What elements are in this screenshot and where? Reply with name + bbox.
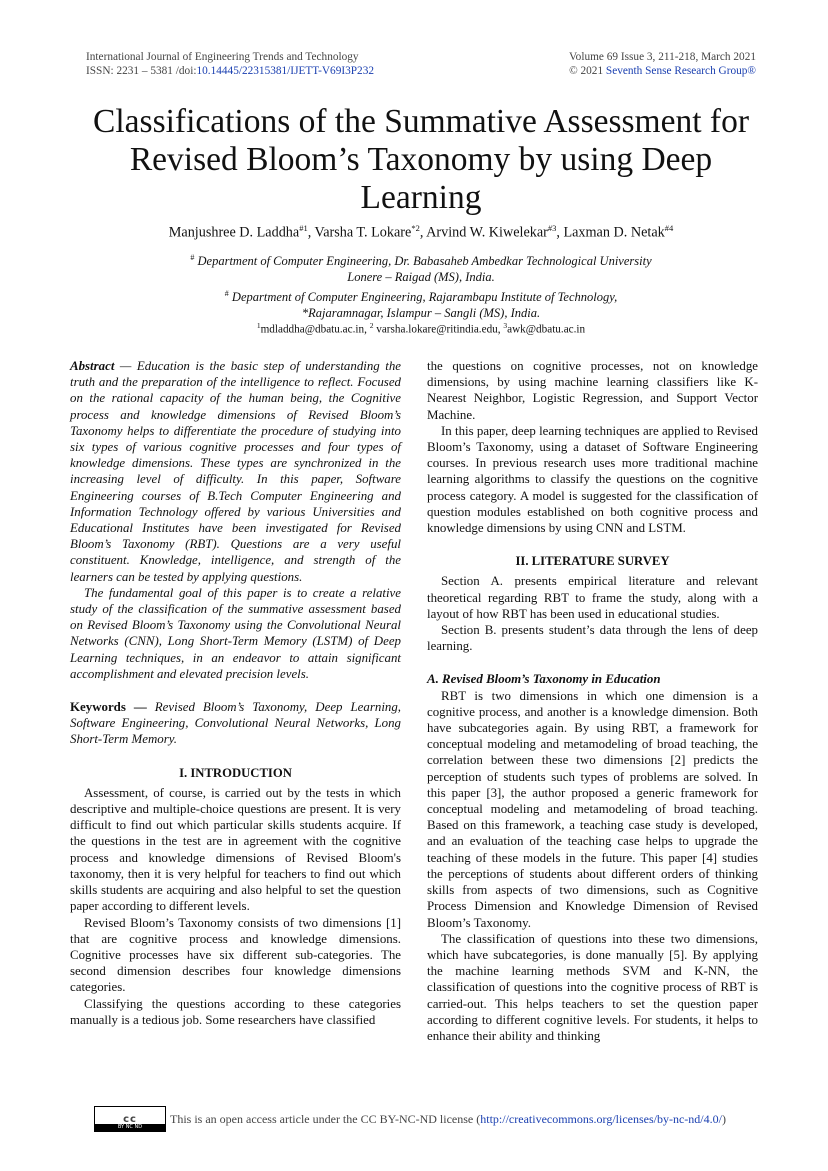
journal-header [86,50,374,78]
cc-badge-text: cc [123,1113,137,1125]
email-address[interactable]: awk@dbatu.ac.in [507,323,586,336]
copyright-prefix: © 2021 [569,65,606,77]
author-superscript: #3 [547,223,557,233]
lit-paragraph-1: Section A. presents empirical literature and relevant theoretical regarding RBT to frame the study, along with a layout of how RBT has been used in educational studies. [427,574,758,621]
affiliation-1-line-1 [70,250,772,269]
volume-info: Volume 69 Issue 3, 211-218, March 2021 [568,51,756,63]
author-superscript: *2 [411,223,420,233]
author-emails [70,321,772,336]
intro-paragraph-2: Revised Bloom’s Taxonomy consists of two dimensions [1] that are cognitive process and knowledge dimensions. Cognitive processes have six different sub-categories. The second dimension describes four knowledge dimensions categories. [70,915,401,995]
affiliation-1 [70,250,772,285]
license-text: This is an open access article under the CC BY-NC-ND license ( [170,1111,481,1126]
author-name: Varsha T. Lokare [314,224,412,241]
license-footer [94,1106,726,1132]
subsection-a-paragraph-1: RBT is two dimensions in which one dimension is a cognitive process, and another is a knowledge dimension. Both have subcategories again. By using RBT, a framework for conceptual modeling and metamodeling of broad teaching, the correlation between these two dimensions [2] predicts the perception of students such types of problems are solved. In this paper [3], the author proposed a generic framework for conceptual modeling and metamodeling of broad teaching. Based on this framework, a teaching case study is developed, and an evaluation of the teaching case helps to upgrade the teaching of these models in the future. This paper [4] studies the perceptions of students about different orders of thinking skills from aspects of two dimensions, such as Cognitive Process Dimension and Knowledge Dimension of Revised Bloom’s Taxonomy. [427,688,758,930]
email-superscript: 3 [503,321,508,330]
affiliation-1-line-2: Lonere – Raigad (MS), India. [347,270,495,285]
email-address[interactable]: mdladdha@dbatu.ac.in, [260,323,370,336]
author-superscript: #1 [299,223,308,233]
license-link[interactable]: http://creativecommons.org/licenses/by-nc-nd/4.0/ [480,1111,722,1126]
paper-title: Classifications of the Summative Assessment for Revised Bloom’s Taxonomy by using Deep Learning [93,103,749,216]
author-name: Arvind W. Kiwelekar [426,224,548,241]
section-heading-introduction: I. INTRODUCTION [179,765,292,780]
affiliation-text: Department of Computer Engineering, Rajarambapu Institute of Technology, [228,290,618,305]
keywords-text: Revised Bloom’s Taxonomy, Deep Learning, Software Engineering, Convolutional Neural Networks, Long Short-Term Memory. [70,700,402,747]
affiliation-2-line-1 [70,286,772,305]
author-separator: , [307,224,315,241]
email-superscript: 1 [256,321,261,330]
author-name: Manjushree D. Laddha [168,224,300,241]
doi-link[interactable]: 10.14445/22315381/IJETT-V69I3P232 [196,65,374,77]
issn-doi-line [86,64,374,78]
intro-paragraph-3: Classifying the questions according to these categories manually is a tedious job. Some researchers have classified [70,996,401,1027]
issn-prefix: ISSN: 2231 – 5381 /doi: [86,65,197,77]
keywords-label: Keywords — [70,700,147,715]
abstract-text: — Education is the basic step of understanding the truth and the preparation of the intelligence to reflect. Focused on the rational capacity of the human being, the Cognitive process and knowledge dimensions of Revised Bloom’s Taxonomy helps to differentiate the procedure of studying into six types of various cognitive processes and four types of knowledge dimensions. These types are synchronized in the increasing level of difficulty. In this paper, Software Engineering courses of B.Tech Computer Engineering and Information Technology offered by various Universities and Educational Institutes have been investigated for Revised Bloom’s Taxonomy (RBT). Questions are a very useful constituent. Knowledge, intelligence, and strength of the learners can be tested by applying questions. [70,359,401,584]
affiliation-text: Department of Computer Engineering, Dr. Babasaheb Ambedkar Technological University [194,254,652,269]
cc-badge-bar: BY NC ND [95,1124,165,1131]
abstract-paragraph-1 [70,358,401,585]
email-superscript: 2 [369,321,374,330]
section-heading-literature-survey: II. LITERATURE SURVEY [515,554,670,569]
keywords [70,699,401,748]
copyright-line [569,64,756,78]
license-close: ) [721,1111,726,1126]
email-address[interactable]: varsha.lokare@ritindia.edu, [373,323,504,336]
journal-name: International Journal of Engineering Trends and Technology [86,51,359,63]
author-name: Laxman D. Netak [563,224,665,241]
intro-paragraph-4: In this paper, deep learning techniques are applied to Revised Bloom’s Taxonomy, using a dataset of Software Engineering courses. In previous research uses more traditional machine learning algorithms to classify the questions on the cognitive process category. A model is suggested for the classification of question modules established on both cognitive process and knowledge dimensions by using CNN and LSTM. [427,423,758,536]
publisher-link[interactable]: Seventh Sense Research Group® [605,65,756,77]
affiliation-mark: # [190,253,195,262]
author-separator: , [419,224,427,241]
volume-header [569,50,756,78]
affiliation-2-line-2: *Rajaramnagar, Islampur – Sangli (MS), India. [301,306,541,321]
author-superscript: #4 [664,223,674,233]
affiliation-mark: # [224,289,229,298]
subsection-a-paragraph-2: The classification of questions into these two dimensions, which have subcategories, is done manually [5]. By applying the machine learning methods SVM and K-NN, the classification of questions into the cognitive process of RBT is carried-out. This helps teachers to set the question paper according to different cognitive levels. For students, it helps to enhance their ability and thinking [427,931,758,1043]
left-column [70,358,401,1028]
subsection-heading-a: A. Revised Bloom’s Taxonomy in Education [427,672,661,687]
affiliation-2 [70,286,772,321]
intro-paragraph-1: Assessment, of course, is carried out by the tests in which descriptive and multiple-choice questions are present. It is very difficult to find out which particular skills students acquire. If the questions in the test are in agreement with the cognitive process and knowledge dimensions of Revised Bloom's taxonomy, then it is very helpful for teachers to find out which skills students are acquiring and also helpful to set the question paper according to different levels. [70,785,401,914]
right-column [427,358,758,1044]
lit-paragraph-2: Section B. presents student’s data through the lens of deep learning. [427,623,758,654]
abstract-paragraph-2: The fundamental goal of this paper is to create a relative study of the classification of the summative assessment based on Revised Bloom’s Taxonomy using the Convolutional Neural Networks (CNN), Long Short-Term Memory (LSTM) of Deep Learning techniques, in an endeavor to attain significant accomplishment and elevated precision levels. [70,585,401,681]
author-separator: , [556,224,564,241]
intro-continued-paragraph: the questions on cognitive processes, not on knowledge dimensions, by using machine learning classifiers like K-Nearest Neighbor, Logistic Regression, and Support Vector Machine. [427,359,758,422]
abstract-label: Abstract [70,359,115,373]
cc-license-icon[interactable] [94,1106,166,1132]
author-list [70,223,772,242]
